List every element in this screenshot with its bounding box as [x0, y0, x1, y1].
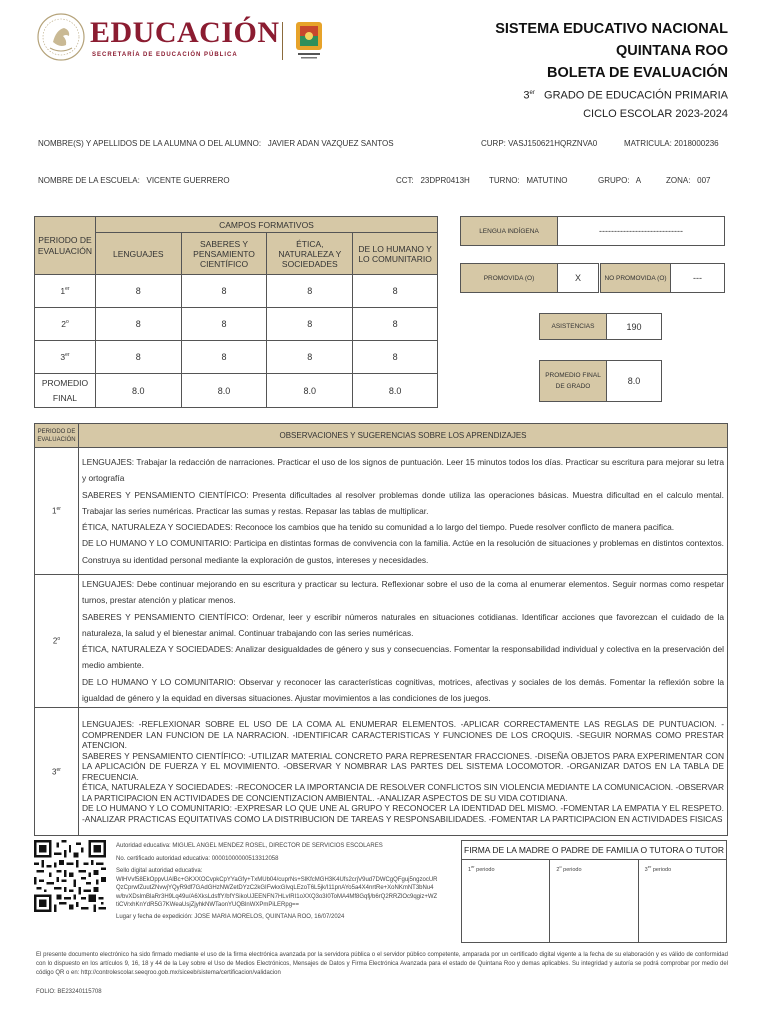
campos-header: CAMPOS FORMATIVOS	[95, 217, 437, 233]
matricula-line	[624, 139, 719, 148]
obs-paragraph: SABERES Y PENSAMIENTO CIENTÍFICO: Presenta dificultades al resolver problemas donde utiliza las operaciones básicas. Muestra dificultad en el calculo mental. Trabajar las series numéricas. Practicar las sumas y restas. Repasar las tablas de multiplicar.	[82, 489, 724, 516]
grade-cell: 8	[353, 341, 438, 374]
signature-title: FIRMA DE LA MADRE O PADRE DE FAMILIA O TUTORA O TUTOR	[462, 841, 726, 860]
grade-cell: 8	[95, 308, 181, 341]
obs-title: OBSERVACIONES Y SUGERENCIAS SOBRE LOS APRENDIZAJES	[79, 424, 728, 448]
lengua-value: ----------------------------	[557, 216, 725, 246]
obs-text	[79, 448, 728, 575]
table-row	[35, 575, 728, 708]
col-lenguajes: LENGUAJES	[95, 233, 181, 275]
promovida-label: PROMOVIDA (O)	[460, 263, 558, 293]
sign-period-label: periodo	[652, 866, 672, 873]
cert-number: No. certificado autoridad educativa: 00001000000513312058	[116, 855, 279, 862]
cct-line	[396, 176, 470, 185]
grade-cell: 8	[95, 275, 181, 308]
period-number: 2	[61, 319, 66, 329]
grades-table	[34, 216, 438, 408]
lengua-label: LENGUA INDÍGENA	[460, 216, 558, 246]
grade-cell: 8	[181, 308, 267, 341]
grupo-value: A	[635, 176, 642, 185]
sign-period-number: 3	[644, 866, 648, 873]
matricula-label: MATRICULA:	[624, 139, 672, 148]
promedio-value: 8.0	[606, 360, 662, 402]
obs-paragraph: DE LO HUMANO Y LO COMUNITARIO: Participa en distintas formas de convivencia con la familia. Actúe en la resolución de situaciones y problemas en distintos contextos. Construya su identidad personal mediante la exploración de gustos, intereses y necesidades.	[82, 538, 724, 565]
quintana-roo-logo-icon	[292, 20, 326, 60]
turno-line	[489, 176, 568, 185]
col-humano: DE LO HUMANO Y LO COMUNITARIO	[353, 233, 438, 275]
final-cell: 8.0	[181, 374, 267, 408]
mexico-seal-icon	[36, 12, 86, 62]
period-sup: er	[65, 352, 70, 359]
no-promovida-label: NO PROMOVIDA (O)	[600, 263, 671, 293]
table-row	[35, 341, 438, 374]
obs-period-number: 2	[52, 637, 58, 647]
school-name: VICENTE GUERRERO	[146, 176, 230, 185]
obs-period	[35, 708, 79, 836]
final-label: PROMEDIO FINAL	[35, 374, 96, 408]
period-number: 1	[60, 286, 66, 296]
obs-paragraph: DE LO HUMANO Y LO COMUNITARIO: -EXPRESAR LO QUE UNE AL GRUPO Y RECONOCER LA IDENTIDAD DEL MISMO. -FOMENTAR LA EMPATIA Y EL RESPETO. -ANALIZAR PRACTICAS EQUITATIVAS COMO LA DISTRIBUCION DE TAREAS Y RESPONSABILIDADES. -FOMENTAR LA PARTICIPACION EN ACTIVIDADES FISICAS	[82, 803, 724, 824]
promedio-label: PROMEDIO FINAL DE GRADO	[539, 360, 607, 402]
final-cell: 8.0	[353, 374, 438, 408]
matricula-value: 2018000236	[674, 139, 719, 148]
grade-cell: 8	[353, 308, 438, 341]
grade-cell: 8	[181, 341, 267, 374]
zona-label: ZONA:	[666, 176, 691, 185]
col-etica: ÉTICA, NATURALEZA Y SOCIEDADES	[267, 233, 353, 275]
grade-text: GRADO DE EDUCACIÓN PRIMARIA	[544, 89, 728, 102]
sign-period-sup: er	[647, 864, 652, 869]
obs-period	[35, 448, 79, 575]
sign-period-number: 1	[468, 866, 472, 873]
sello-value: WlHVvf58EkOppvUAlBc+GKXXOCvpkCpYYaGfy+TxMUb04/cuprNs+SlKfcMGH3K4Ufs2crjV9ud7DWCgQFguj5ngzocURQzCprwfZuutZNvwjYQyR9df7GAdGHzNWZetDYzC2kGIFwkxGIvqLEzoT6L5jk/I11pnAYo5a4X4nrtRe+XoNKmNT3bNu4w/bvXDslmBlaRr3H9Lq49u/A6XksLdsffY/bfYSikoUJEENFN7HLvIRI1oXXQ3o3I0ToMA4Mf8Gqfj/b6rQ2RRZlOc9qgiz+WZtiCVrxhKnYdR5G7KWeaUsjZjyhkNWTaonYUQBlnWXPmPiLERpg==	[116, 876, 438, 908]
promovida-value: X	[557, 263, 599, 293]
legal-notice: El presente documento electrónico ha sido firmado mediante el uso de la firma electrónica avanzada por la servidora pública o el servidor público competente, amparada por un certificado digital vigente a la fecha de su elaboración y es válido de conformidad con lo dispuesto en los artículos 9, 16, 18 y 44 de la Ley sobre el Uso de Medios Electrónicos, Mensajes de Datos y Firma Electrónica Avanzada para el estado de Quintana Roo y demas aplicables. Su integridad y autoría se podrá comprobar por medio del código QR o en: http://controlescolar.seeqroo.gob.mx/siceeb/sistema/certificacion/validacion	[36, 952, 728, 976]
table-row	[35, 275, 438, 308]
school-line	[38, 176, 230, 185]
sign-period-sup: o	[559, 864, 562, 869]
qr-code-icon[interactable]	[34, 840, 106, 912]
document-header	[495, 18, 728, 123]
obs-paragraph: SABERES Y PENSAMIENTO CIENTÍFICO: Ordenar, leer y escribir números naturales en situaciones cotidianas. Identificar acciones que favorezcan el cuidado de la naturaleza, la salud y el bienestar animal. Continuar trabajando con las series numéricas.	[82, 611, 724, 638]
grade-sup: er	[529, 90, 535, 96]
period-sup: o	[65, 319, 69, 326]
grade-cell: 8	[267, 341, 353, 374]
period-cell	[35, 275, 96, 308]
obs-text	[79, 708, 728, 836]
obs-paragraph: ÉTICA, NATURALEZA Y SOCIEDADES: Reconoce los cambios que ha tenido su comunidad a lo largo del tiempo. Puede resolver conflicto de manera pacifica.	[82, 522, 675, 533]
signature-period-3[interactable]	[639, 860, 726, 942]
curp-line	[481, 139, 597, 148]
authority: Autoridad educativa: MIGUEL ANGEL MENDEZ ROSEL, DIRECTOR DE SERVICIOS ESCOLARES	[116, 843, 383, 849]
system-title: SISTEMA EDUCATIVO NACIONAL	[495, 21, 728, 37]
obs-period-sup: o	[57, 636, 61, 643]
obs-period-sup: er	[56, 767, 61, 774]
obs-period-header: PERIODO DE EVALUACIÓN	[35, 424, 79, 448]
folio: FOLIO: BE23240115708	[36, 989, 102, 995]
obs-paragraph: SABERES Y PENSAMIENTO CIENTÍFICO: -UTILIZAR MATERIAL CONCRETO PARA REPRESENTAR FRACCIONES. -DISEÑA OBJETOS PARA EXPERIMENTAR CON LA APLICACIÓN DE FUERZA Y EL MOVIMIENTO. -OBSERVAR Y NOMBRAR LAS PARTES DEL SISTEMA LOCOMOTOR. -ORGANIZAR DATOS EN LA TABLA DE FRECUENCIA.	[82, 750, 724, 782]
observations-table	[34, 423, 728, 836]
logo-divider	[282, 22, 283, 60]
grupo-line	[598, 176, 641, 185]
col-saberes: SABERES Y PENSAMIENTO CIENTÍFICO	[181, 233, 267, 275]
period-sup: er	[65, 286, 70, 293]
grade-cell: 8	[181, 275, 267, 308]
issue-place-date: Lugar y fecha de expedición: JOSE MARIA MORELOS, QUINTANA ROO, 16/07/2024	[116, 913, 345, 920]
brand-title: EDUCACIÓN	[90, 16, 280, 49]
grade-cell: 8	[267, 275, 353, 308]
state-title: QUINTANA ROO	[616, 43, 728, 59]
period-cell	[35, 341, 96, 374]
school-cycle: CICLO ESCOLAR 2023-2024	[583, 107, 728, 120]
sign-period-label: periodo	[476, 866, 495, 873]
table-row	[35, 308, 438, 341]
brand-subtitle: SECRETARÍA DE EDUCACIÓN PÚBLICA	[92, 52, 238, 58]
period-cell	[35, 308, 96, 341]
sign-period-number: 2	[556, 866, 560, 873]
obs-paragraph: DE LO HUMANO Y LO COMUNITARIO: Observar y reconocer las características cognitivas, motrices, afectivas y sociales de los demás. Fomentar la reflexión sobre la igualdad de género y la equidad en diversas situaciones. Ajustar movimientos a las condiciones de los juegos.	[82, 676, 724, 704]
curp-label: CURP:	[481, 139, 506, 148]
grade-line	[495, 84, 728, 105]
sep-logo	[36, 12, 326, 62]
final-cell: 8.0	[267, 374, 353, 408]
student-name: JAVIER ADAN VAZQUEZ SANTOS	[267, 139, 394, 148]
document-title: BOLETA DE EVALUACIÓN	[547, 65, 728, 81]
signature-period-2[interactable]	[550, 860, 638, 942]
period-number: 3	[60, 352, 66, 362]
signature-box	[461, 840, 727, 943]
signature-period-1[interactable]	[462, 860, 550, 942]
obs-paragraph: ÉTICA, NATURALEZA Y SOCIEDADES: Analizar desigualdades de género y sus y consecuencias. Fomentar la responsabilidad individual y colectiva en la preservación del medio ambiente.	[82, 644, 724, 671]
turno-value: MATUTINO	[526, 176, 568, 185]
obs-paragraph: LENGUAJES: Debe continuar mejorando en su escritura y practicar su lectura. Reflexionar sobre el uso de la coma al enumerar elementos. Seguir normas como respetar turnos, prestar atención y platicar menos.	[82, 579, 724, 606]
table-row	[35, 708, 728, 836]
certificate-block	[116, 842, 438, 921]
table-row	[35, 374, 438, 408]
grade-cell: 8	[95, 341, 181, 374]
curp-value: VASJ150621HQRZNVA0	[508, 139, 598, 148]
cct-value: 23DPR0413H	[420, 176, 470, 185]
obs-period-sup: er	[56, 506, 61, 513]
grades-period-header: PERIODO DE EVALUACIÓN	[35, 217, 96, 275]
grade-cell: 8	[267, 308, 353, 341]
obs-text	[79, 575, 728, 708]
obs-period-number: 3	[52, 767, 57, 777]
obs-period	[35, 575, 79, 708]
grupo-label: GRUPO:	[598, 176, 630, 185]
turno-label: TURNO:	[489, 176, 520, 185]
no-promovida-value: ---	[670, 263, 725, 293]
school-label: NOMBRE DE LA ESCUELA:	[38, 176, 140, 185]
obs-paragraph: LENGUAJES: -REFLEXIONAR SOBRE EL USO DE LA COMA AL ENUMERAR ELEMENTOS. -APLICAR CORRECTAMENTE LAS REGLAS DE PUNTUACION. -COMPRENDER LAN FUNCION DE LA NARRACION. -IDENTIFICAR CARACTERISTICAS Y FUNCIONES DE LOS CROQUIS. -SEGUIR NORMAS COMO PRESTAR ATENCION.	[82, 719, 724, 751]
obs-paragraph: ÉTICA, NATURALEZA Y SOCIEDADES: -RECONOCER LA IMPORTANCIA DE RESOLVER CONFLICTOS SIN VIOLENCIA MEDIANTE LA COMUNICACION. -OBSERVAR LA PARTICIPACION EN ACTIVIDADES DE CONCIENTIZACION AMBIENTAL. -ANALIZAR ASPECTOS DE SU VIDA COTIDIANA.	[82, 782, 724, 803]
student-name-line	[38, 139, 394, 148]
grade-number: 3	[523, 89, 530, 102]
asistencias-value: 190	[606, 313, 662, 340]
sign-period-label: periodo	[563, 866, 582, 873]
asistencias-label: ASISTENCIAS	[539, 313, 607, 340]
zona-value: 007	[697, 176, 711, 185]
sello-label: Sello digital autoridad educativa:	[116, 868, 203, 874]
student-name-label: NOMBRE(S) Y APELLIDOS DE LA ALUMNA O DEL ALUMNO:	[38, 139, 262, 148]
table-row	[35, 448, 728, 575]
cct-label: CCT:	[396, 176, 414, 185]
grade-cell: 8	[353, 275, 438, 308]
zona-line	[666, 176, 710, 185]
final-cell: 8.0	[95, 374, 181, 408]
sign-period-sup: er	[471, 864, 475, 869]
obs-period-number: 1	[52, 506, 57, 516]
obs-paragraph: LENGUAJES: Trabajar la redacción de narraciones. Practicar el uso de los signos de puntuación. Leer 15 minutos todos los días. Practicar su escritura para mejorar su letra y ortografía	[82, 456, 724, 484]
